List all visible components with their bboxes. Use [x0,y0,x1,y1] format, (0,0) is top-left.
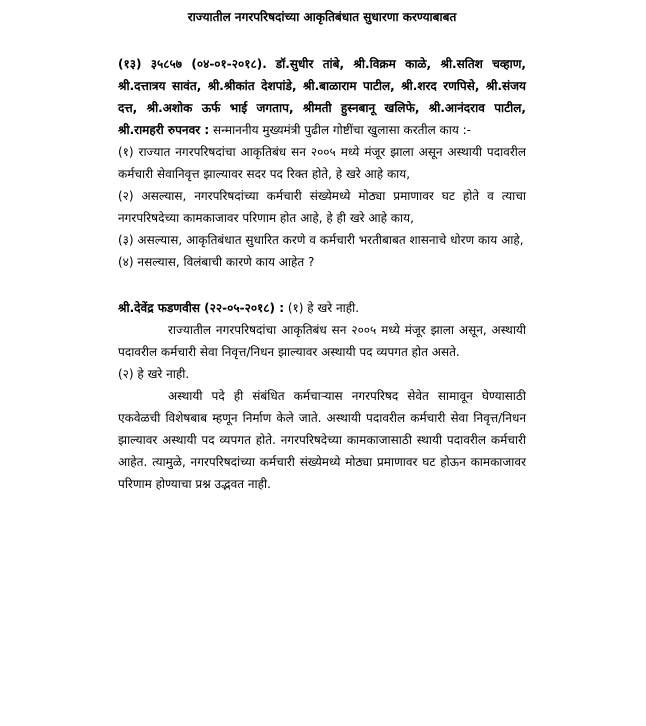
question-header [118,53,526,141]
question-item-2: (२) असल्यास, नगरपरिषदांच्या कर्मचारी संख्येमध्ये मोठ्या प्रमाणावर घट होते व त्याचा नगरपरिषदेच्या कामकाजावर परिणाम होत आहे, हे ही खरे आहे काय, [118,189,526,225]
question-number-date: (१३) ३५८५७ (०४-०१-२०१८). [118,57,267,71]
answer-item-2: (२) हे खरे नाही. [118,367,190,381]
answer-header [118,297,526,319]
question-item-3: (३) असल्यास, आकृतिबंधात सुधारित करणे व कर्मचारी भरतीबाबत शासनाचे धोरण काय आहे, [118,233,524,247]
question-members: डॉ.सुधीर तांबे, श्री.विक्रम काळे, श्री.सतिश चव्हाण, श्री.दत्तात्रय सावंत, श्री.श्रीकांत देशपांडे, श्री.बाळाराम पाटील, श्री.शरद रणपिसे, श्री.संजय दत्त, श्री.अशोक ऊर्फ भाई जगताप, श्रीमती हुस्नबानू खलिफे, श्री.आनंदराव पाटील, श्री.रामहरी रुपनवर : [118,57,526,137]
answer-speaker-date: श्री.देवेंद्र फडणवीस (२२-०५-२०१८) : [118,301,285,315]
question-item-1: (१) राज्यात नगरपरिषदांचा आकृतिबंध सन २००५ मध्ये मंजूर झाला असून अस्थायी पदावरील कर्मचारी सेवानिवृत्त झाल्यावर सदर पद रिक्त होते, हे खरे आहे काय, [118,145,526,181]
answer-paragraph-2: अस्थायी पदे ही संबंधित कर्मचाऱ्यास नगरपरिषद सेवेत सामावून घेण्यासाठी एकवेळची विशेषबाब म्हणून निर्माण केले जाते. अस्थायी पदावरील कर्मचारी सेवा निवृत्त/निधन झाल्यावर अस्थायी पद व्यपगत होते. नगरपरिषदेच्या कामकाजासाठी स्थायी पदावरील कर्मचारी आहेत. त्यामुळे, नगरपरिषदांच्या कर्मचारी संख्येमध्ये मोठ्या प्रमाणावर घट होऊन कामकाजावर परिणाम होण्याचा प्रश्न उद्भवत नाही. [118,389,526,491]
document-title: राज्यातील नगरपरिषदांच्या आकृतिबंधात सुधारणा करण्याबाबत [187,10,457,24]
answer-item-1: (१) हे खरे नाही. [287,301,360,315]
question-item-4: (४) नसल्यास, विलंबाची कारणे काय आहेत ? [118,255,315,269]
question-intro: सन्माननीय मुख्यमंत्री पुढील गोष्टींचा खुलासा करतील काय :- [212,123,472,137]
answer-paragraph-1: राज्यातील नगरपरिषदांचा आकृतिबंध सन २००५ मध्ये मंजूर झाला असून, अस्थायी पदावरील कर्मचारी सेवा निवृत्त/निधन झाल्यावर अस्थायी पद व्यपगत होत असते. [118,323,526,359]
